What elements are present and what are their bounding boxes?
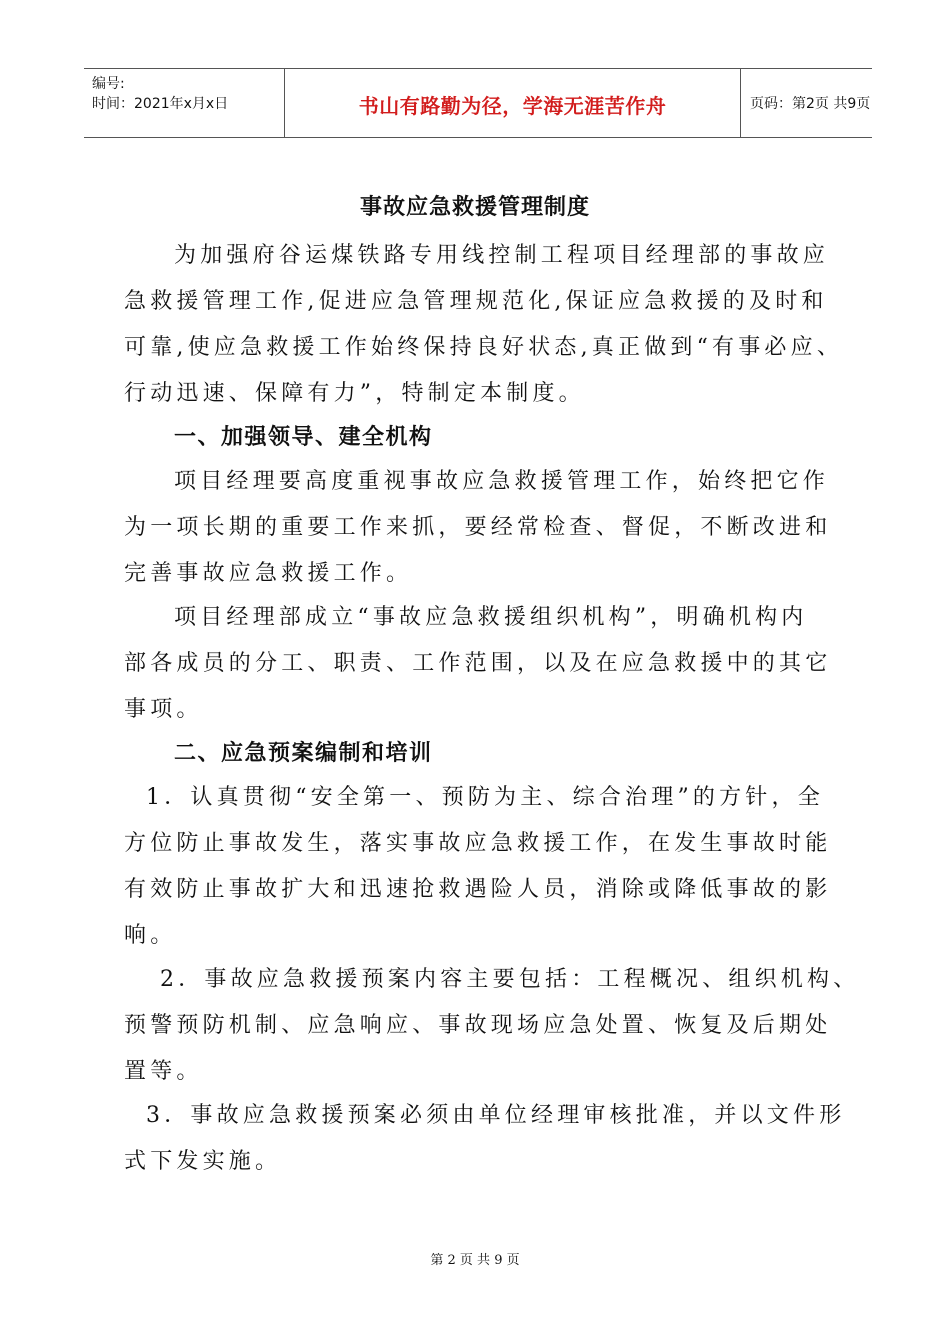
- paragraph-line: 完善事故应急救援工作。: [124, 561, 413, 586]
- page-footer: 第 2 页 共 9 页: [430, 1253, 520, 1268]
- list-item-line: 3．事故应急救援预案必须由单位经理审核批准，并以文件形: [146, 1103, 846, 1128]
- section-heading-1: 一、加强领导、建全机构: [174, 424, 433, 450]
- paragraph-line: 为加强府谷运煤铁路专用线控制工程项目经理部的事故应: [174, 243, 830, 268]
- header-table: [84, 68, 872, 138]
- header-motto: 书山有路勤为径，学海无涯苦作舟: [358, 94, 667, 118]
- header-page-info: 页码：第2页 共9页: [750, 96, 871, 112]
- doc-time-label: 时间：2021年x月x日: [92, 96, 229, 112]
- list-item-line: 响。: [124, 923, 177, 948]
- paragraph-line: 项目经理部成立“事故应急救援组织机构”，明确机构内: [174, 605, 808, 630]
- header-meta-cell: [84, 69, 284, 137]
- paragraph-line: 事项。: [124, 697, 203, 722]
- header-motto-cell: [284, 69, 741, 137]
- doc-number-label: 编号:: [92, 76, 125, 92]
- list-item-line: 2．事故应急救援预案内容主要包括：工程概况、组织机构、: [160, 967, 860, 992]
- paragraph-line: 项目经理要高度重视事故应急救援管理工作，始终把它作: [174, 469, 830, 494]
- paragraph-line: 为一项长期的重要工作来抓，要经常检查、督促，不断改进和: [124, 515, 832, 540]
- list-item-line: 有效防止事故扩大和迅速抢救遇险人员，消除或降低事故的影: [124, 877, 832, 902]
- list-item-line: 置等。: [124, 1059, 203, 1084]
- header-page-cell: [740, 69, 872, 137]
- paragraph-line: 可靠,使应急救援工作始终保持良好状态,真正做到“有事必应、: [124, 335, 844, 360]
- section-heading-2: 二、应急预案编制和培训: [174, 740, 433, 766]
- list-item-line: 式下发实施。: [124, 1149, 282, 1174]
- list-item-line: 方位防止事故发生，落实事故应急救援工作，在发生事故时能: [124, 831, 832, 856]
- paragraph-line: 行动迅速、保障有力”，特制定本制度。: [124, 381, 585, 406]
- paragraph-line: 急救援管理工作,促进应急管理规范化,保证应急救援的及时和: [124, 289, 828, 314]
- paragraph-line: 部各成员的分工、职责、工作范围，以及在应急救援中的其它: [124, 651, 832, 676]
- list-item-line: 预警预防机制、应急响应、事故现场应急处置、恢复及后期处: [124, 1013, 832, 1038]
- document-title: 事故应急救援管理制度: [359, 194, 590, 220]
- list-item-line: 1．认真贯彻“安全第一、预防为主、综合治理”的方针，全: [146, 785, 824, 810]
